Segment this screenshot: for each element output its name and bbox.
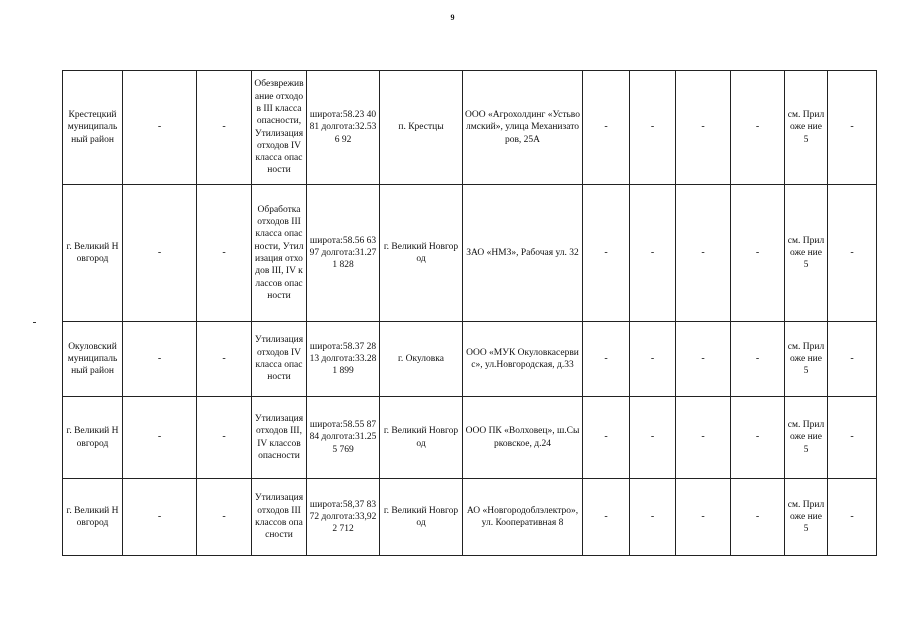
dash-cell: - xyxy=(123,185,197,322)
dash-cell: - xyxy=(583,185,630,322)
appendix-reference-cell: см. Приложе ние 5 xyxy=(785,479,828,556)
dash-cell: - xyxy=(197,185,252,322)
operator-cell: ЗАО «НМЗ», Рабочая ул. 32 xyxy=(463,185,583,322)
locality-cell: г. Великий Новгород xyxy=(380,479,463,556)
region-cell: Крестецкий муниципаль ный район xyxy=(63,71,123,185)
dash-cell: - xyxy=(828,322,877,397)
table-row xyxy=(63,185,877,322)
dash-cell: - xyxy=(731,479,785,556)
dash-cell: - xyxy=(676,71,731,185)
dash-cell: - xyxy=(828,185,877,322)
activity-cell: Обработка отходов III класса опасности, Утилизация отходов III, IV классов опасности xyxy=(252,185,307,322)
operator-cell: АО «Новгородоблэлектро», ул. Кооперативная 8 xyxy=(463,479,583,556)
dash-cell: - xyxy=(197,322,252,397)
dash-cell: - xyxy=(583,322,630,397)
dash-cell: - xyxy=(731,185,785,322)
dash-cell: - xyxy=(731,397,785,479)
locality-cell: г. Окуловка xyxy=(380,322,463,397)
appendix-reference-cell: см. Приложе ние 5 xyxy=(785,185,828,322)
table-row xyxy=(63,479,877,556)
dash-cell: - xyxy=(828,397,877,479)
dash-cell: - xyxy=(828,479,877,556)
dash-cell: - xyxy=(676,397,731,479)
operator-cell: ООО «МУК Окуловкасервис», ул.Новгородская, д.33 xyxy=(463,322,583,397)
margin-mark xyxy=(33,322,36,323)
dash-cell: - xyxy=(630,397,676,479)
dash-cell: - xyxy=(123,322,197,397)
table-row xyxy=(63,397,877,479)
dash-cell: - xyxy=(676,479,731,556)
appendix-reference-cell: см. Приложе ние 5 xyxy=(785,71,828,185)
dash-cell: - xyxy=(583,71,630,185)
coordinates-cell: широта:58.55 8784 долгота:31.255 769 xyxy=(307,397,380,479)
locality-cell: п. Крестцы xyxy=(380,71,463,185)
waste-facility-table xyxy=(62,70,877,556)
dash-cell: - xyxy=(731,322,785,397)
appendix-reference-cell: см. Приложе ние 5 xyxy=(785,397,828,479)
dash-cell: - xyxy=(630,71,676,185)
dash-cell: - xyxy=(123,71,197,185)
coordinates-cell: широта:58.56 6397 долгота:31.271 828 xyxy=(307,185,380,322)
region-cell: г. Великий Новгород xyxy=(63,397,123,479)
dash-cell: - xyxy=(123,397,197,479)
activity-cell: Обезврежив ание отходов III класса опасности, Утилизация отходов IV класса опасности xyxy=(252,71,307,185)
dash-cell: - xyxy=(676,322,731,397)
dash-cell: - xyxy=(197,397,252,479)
activity-cell: Утилизация отходов III, IV классов опасности xyxy=(252,397,307,479)
locality-cell: г. Великий Новгород xyxy=(380,185,463,322)
dash-cell: - xyxy=(583,479,630,556)
page-number: 9 xyxy=(450,13,455,22)
operator-cell: ООО ПК «Волховец», ш.Сырковское, д.24 xyxy=(463,397,583,479)
dash-cell: - xyxy=(197,71,252,185)
coordinates-cell: широта:58.37 2813 долгота:33.281 899 xyxy=(307,322,380,397)
appendix-reference-cell: см. Приложе ние 5 xyxy=(785,322,828,397)
dash-cell: - xyxy=(583,397,630,479)
coordinates-cell: широта:58.23 4081 долгота:32.536 92 xyxy=(307,71,380,185)
dash-cell: - xyxy=(630,322,676,397)
dash-cell: - xyxy=(676,185,731,322)
region-cell: г. Великий Новгород xyxy=(63,185,123,322)
locality-cell: г. Великий Новгород xyxy=(380,397,463,479)
dash-cell: - xyxy=(731,71,785,185)
coordinates-cell: широта:58,37 8372 долгота:33,922 712 xyxy=(307,479,380,556)
region-cell: Окуловский муниципаль ный район xyxy=(63,322,123,397)
dash-cell: - xyxy=(123,479,197,556)
activity-cell: Утилизация отходов III классов опасности xyxy=(252,479,307,556)
dash-cell: - xyxy=(630,185,676,322)
activity-cell: Утилизация отходов IV класса опасности xyxy=(252,322,307,397)
operator-cell: ООО «Агрохолдинг «Устьволмский», улица Механизаторов, 25А xyxy=(463,71,583,185)
dash-cell: - xyxy=(197,479,252,556)
dash-cell: - xyxy=(828,71,877,185)
table-row xyxy=(63,71,877,185)
region-cell: г. Великий Новгород xyxy=(63,479,123,556)
table-row xyxy=(63,322,877,397)
dash-cell: - xyxy=(630,479,676,556)
